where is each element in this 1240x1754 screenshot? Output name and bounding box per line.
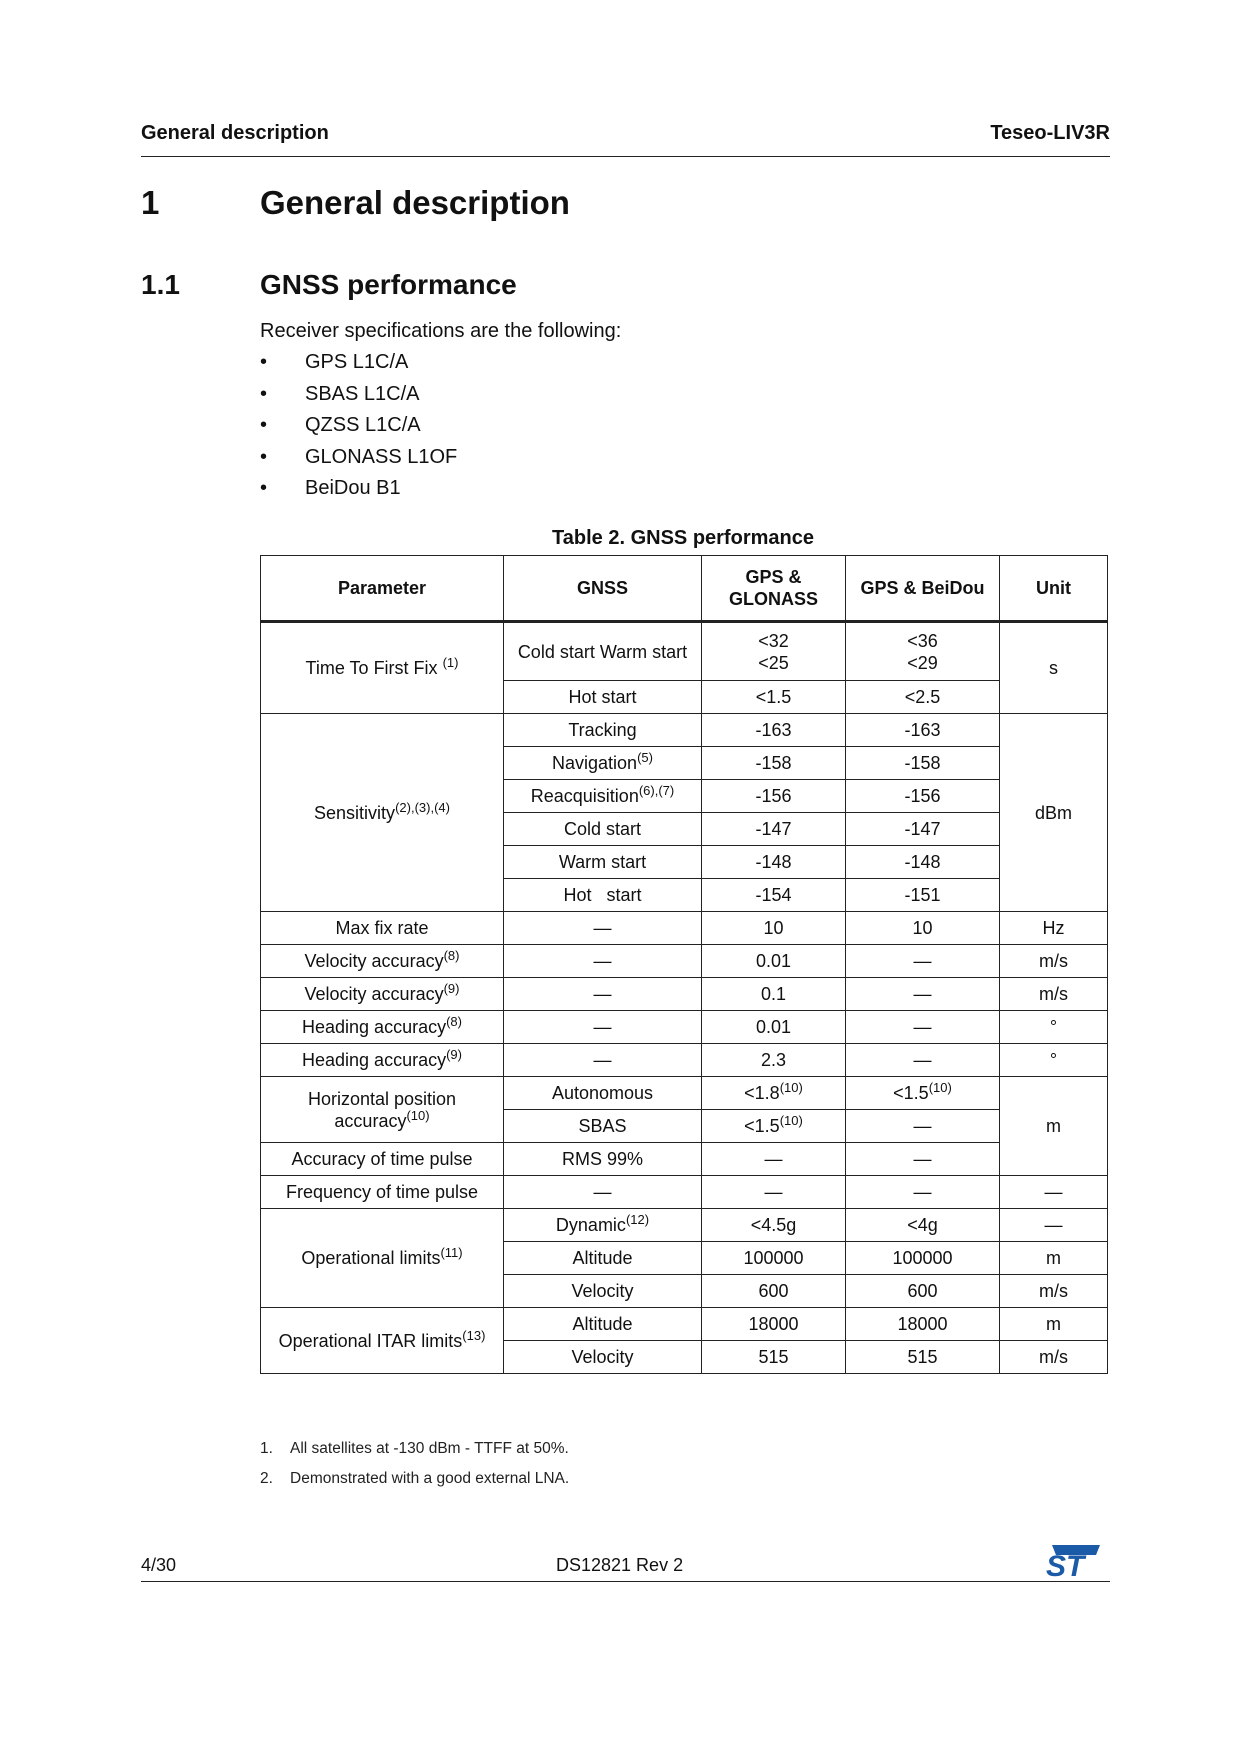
cell-gnss: Dynamic$^{(12)}$: [504, 1209, 702, 1242]
table-row: [261, 1176, 1108, 1209]
cell-glonass: $<1.8^{(10)}$: [702, 1077, 846, 1110]
param-cell: Velocity accuracy$^{(8)}$: [261, 945, 504, 978]
footnote: 1. All satellites at -130 dBm - TTFF at 50%.: [260, 1440, 569, 1457]
cell-gnss: Navigation$^{(5)}$: [504, 747, 702, 780]
cell-glonass: <1.5: [702, 681, 846, 714]
cell-unit: —: [1000, 1176, 1108, 1209]
cell-gnss: Reacquisition$^{(6),(7)}$: [504, 780, 702, 813]
list-item: • GLONASS L1OF: [260, 445, 458, 468]
cell-beidou: —: [846, 1044, 1000, 1077]
param-cell: Max fix rate: [261, 912, 504, 945]
cell-beidou: <2.5: [846, 681, 1000, 714]
param-time-pulse-accuracy: Accuracy of time pulse: [261, 1143, 504, 1176]
cell-glonass: 0.01: [702, 1011, 846, 1044]
cell-glonass: <32 <25: [702, 622, 846, 681]
list-item: • QZSS L1C/A: [260, 414, 421, 436]
cell-unit: °: [1000, 1044, 1108, 1077]
cell-unit: m/s: [1000, 978, 1108, 1011]
col-header-unit: Unit: [1000, 556, 1108, 622]
cell-beidou: —: [846, 1110, 1000, 1143]
table-caption: Table 2. GNSS performance: [552, 527, 814, 549]
cell-glonass: <4.5g: [702, 1209, 846, 1242]
heading1-number: 1: [141, 184, 160, 221]
cell-gnss: Tracking: [504, 714, 702, 747]
cell-gnss: —: [504, 1044, 702, 1077]
list-item: • BeiDou B1: [260, 477, 401, 499]
col-header-gps-beidou: GPS & BeiDou: [846, 556, 1000, 622]
cell-beidou: —: [846, 1143, 1000, 1176]
cell-glonass: 515: [702, 1341, 846, 1374]
cell-gnss: Velocity: [504, 1341, 702, 1374]
param-sensitivity: Sensitivity$^{(2),(3),(4)}$: [261, 714, 504, 912]
cell-gnss: —: [504, 912, 702, 945]
param-cell: Velocity accuracy$^{(9)}$: [261, 978, 504, 1011]
svg-text:ST: ST: [1046, 1550, 1085, 1579]
cell-glonass: 600: [702, 1275, 846, 1308]
cell-gnss: Cold start Warm start: [504, 622, 702, 681]
cell-beidou: -156: [846, 780, 1000, 813]
cell-gnss: —: [504, 945, 702, 978]
cell-glonass: -156: [702, 780, 846, 813]
cell-glonass: -154: [702, 879, 846, 912]
cell-gnss: Warm start: [504, 846, 702, 879]
cell-glonass: 2.3: [702, 1044, 846, 1077]
table-row: [261, 622, 1108, 681]
cell-glonass: 18000: [702, 1308, 846, 1341]
cell-unit: —: [1000, 1209, 1108, 1242]
table-row: [261, 978, 1108, 1011]
col-header-gnss: GNSS: [504, 556, 702, 622]
cell-unit: °: [1000, 1011, 1108, 1044]
cell-unit: m: [1000, 1077, 1108, 1176]
cell-gnss: Altitude: [504, 1308, 702, 1341]
cell-gnss: RMS 99%: [504, 1143, 702, 1176]
cell-glonass: 100000: [702, 1242, 846, 1275]
table-row: [261, 714, 1108, 747]
cell-gnss: —: [504, 978, 702, 1011]
cell-beidou: —: [846, 978, 1000, 1011]
cell-unit: m/s: [1000, 1275, 1108, 1308]
param-time-pulse-frequency: Frequency of time pulse: [261, 1176, 504, 1209]
cell-unit: m/s: [1000, 1341, 1108, 1374]
cell-gnss: —: [504, 1176, 702, 1209]
cell-beidou: -151: [846, 879, 1000, 912]
page-header: [141, 122, 1110, 157]
cell-glonass: -163: [702, 714, 846, 747]
table-row: [261, 1044, 1108, 1077]
table-header-row: [261, 556, 1108, 622]
page-number: 4/30: [141, 1555, 177, 1575]
param-itar-limits: Operational ITAR limits$^{(13)}$: [261, 1308, 504, 1374]
cell-gnss: —: [504, 1011, 702, 1044]
receiver-spec-list: [260, 350, 457, 508]
cell-glonass: —: [702, 1176, 846, 1209]
cell-beidou: -148: [846, 846, 1000, 879]
col-header-gps-glonass: GPS & GLONASS: [702, 556, 846, 622]
cell-beidou: <4g: [846, 1209, 1000, 1242]
document-id: DS12821 Rev 2: [556, 1555, 684, 1575]
st-logo-icon: [1040, 1543, 1102, 1584]
cell-glonass: —: [702, 1143, 846, 1176]
intro-text: Receiver specifications are the following:: [260, 320, 622, 342]
cell-beidou: 18000: [846, 1308, 1000, 1341]
cell-beidou: 600: [846, 1275, 1000, 1308]
cell-glonass: -147: [702, 813, 846, 846]
list-item: • SBAS L1C/A: [260, 382, 420, 405]
cell-glonass: $<1.5^{(10)}$: [702, 1110, 846, 1143]
table-row: [261, 912, 1108, 945]
cell-gnss: Hot start: [504, 879, 702, 912]
cell-glonass: 0.01: [702, 945, 846, 978]
cell-unit: m/s: [1000, 945, 1108, 978]
table-footnotes: [260, 1440, 569, 1500]
cell-unit: dBm: [1000, 714, 1108, 912]
col-header-parameter: Parameter: [261, 556, 504, 622]
gnss-performance-table: [260, 555, 1108, 1374]
param-operational-limits: Operational limits$^{(11)}$: [261, 1209, 504, 1308]
header-product-name: Teseo-LIV3R: [990, 122, 1110, 144]
cell-beidou: 515: [846, 1341, 1000, 1374]
cell-gnss: Altitude: [504, 1242, 702, 1275]
param-cell: Heading accuracy$^{(8)}$: [261, 1011, 504, 1044]
table-row: [261, 1011, 1108, 1044]
table-row: [261, 1308, 1108, 1341]
cell-unit: m: [1000, 1242, 1108, 1275]
cell-beidou: 10: [846, 912, 1000, 945]
cell-unit: m: [1000, 1308, 1108, 1341]
cell-beidou: -163: [846, 714, 1000, 747]
cell-beidou: $<1.5^{(10)}$: [846, 1077, 1000, 1110]
cell-gnss: Velocity: [504, 1275, 702, 1308]
cell-gnss: Cold start: [504, 813, 702, 846]
param-cell: Heading accuracy$^{(9)}$: [261, 1044, 504, 1077]
param-horizontal-accuracy: Horizontal position accuracy$^{(10)}$: [261, 1077, 504, 1143]
table-row: [261, 1209, 1108, 1242]
cell-glonass: -158: [702, 747, 846, 780]
cell-gnss: Hot start: [504, 681, 702, 714]
header-section-title: General description: [141, 122, 329, 144]
cell-unit: Hz: [1000, 912, 1108, 945]
footnote: 2. Demonstrated with a good external LNA.: [260, 1470, 570, 1487]
table-row: [261, 945, 1108, 978]
cell-gnss: SBAS: [504, 1110, 702, 1143]
cell-beidou: <36 <29: [846, 622, 1000, 681]
list-item: • GPS L1C/A: [260, 351, 409, 373]
table-row: [261, 1143, 1108, 1176]
cell-glonass: 10: [702, 912, 846, 945]
param-ttff: Time To First Fix $^{(1)}$: [261, 622, 504, 714]
heading2-title: GNSS performance: [260, 269, 517, 300]
heading1-title: General description: [260, 184, 570, 221]
table-row: [261, 1077, 1108, 1110]
cell-glonass: 0.1: [702, 978, 846, 1011]
cell-glonass: -148: [702, 846, 846, 879]
cell-beidou: —: [846, 945, 1000, 978]
heading2-number: 1.1: [141, 269, 180, 300]
cell-beidou: -158: [846, 747, 1000, 780]
cell-beidou: -147: [846, 813, 1000, 846]
cell-beidou: 100000: [846, 1242, 1000, 1275]
page-footer: [141, 1550, 1110, 1582]
cell-gnss: Autonomous: [504, 1077, 702, 1110]
cell-unit: s: [1000, 622, 1108, 714]
cell-beidou: —: [846, 1011, 1000, 1044]
cell-beidou: —: [846, 1176, 1000, 1209]
